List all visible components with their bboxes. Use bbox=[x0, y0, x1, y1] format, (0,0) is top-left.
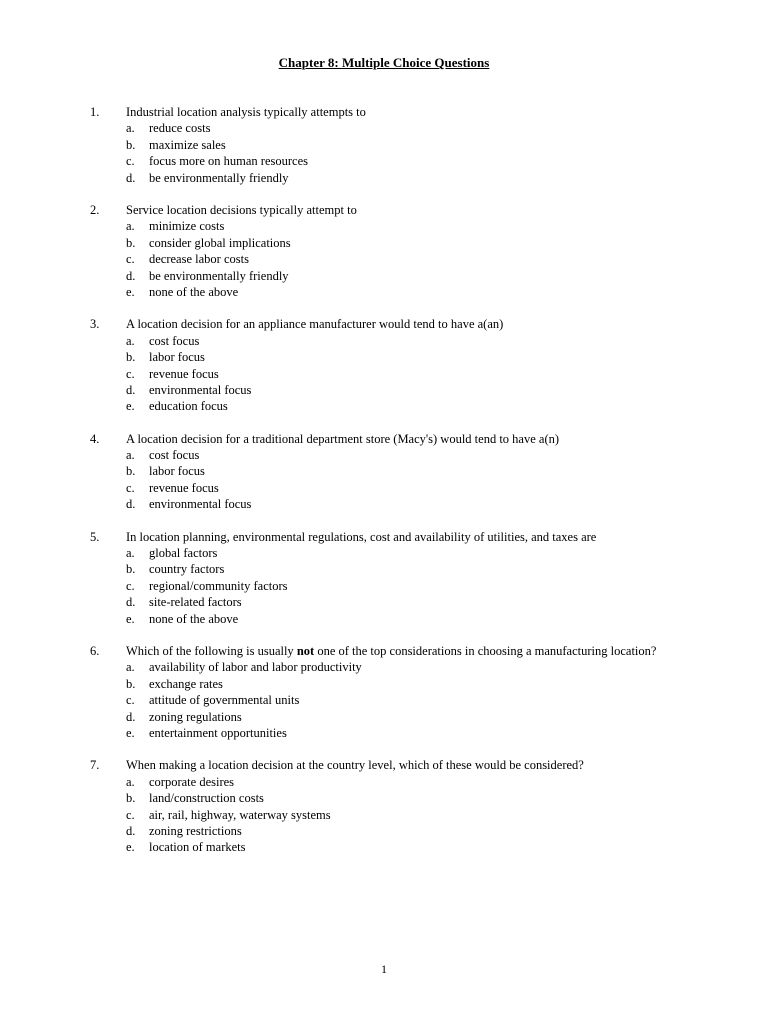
option-letter: c. bbox=[126, 578, 135, 593]
option-text: air, rail, highway, waterway systems bbox=[149, 807, 331, 822]
option-letter: c. bbox=[126, 480, 135, 495]
option-letter: e. bbox=[126, 611, 135, 626]
option-letter: e. bbox=[126, 840, 135, 855]
option-letter: d. bbox=[126, 497, 136, 512]
option-list bbox=[0, 545, 768, 627]
question-stem bbox=[126, 431, 686, 447]
question-item bbox=[0, 529, 768, 627]
option-item bbox=[0, 594, 768, 610]
option-text: reduce costs bbox=[149, 121, 211, 136]
option-text: cost focus bbox=[149, 448, 200, 463]
option-letter: e. bbox=[126, 284, 135, 299]
question-number: 6. bbox=[90, 644, 100, 659]
option-letter: b. bbox=[126, 235, 136, 250]
option-item bbox=[0, 709, 768, 725]
option-item bbox=[0, 284, 768, 300]
question-stem-text: A location decision for a traditional department store (Macy's) would tend to have a(n) bbox=[126, 431, 560, 446]
option-letter: d. bbox=[126, 823, 136, 838]
option-letter: a. bbox=[126, 660, 135, 675]
option-item bbox=[0, 545, 768, 561]
question-number: 2. bbox=[90, 202, 100, 217]
option-text: labor focus bbox=[149, 464, 205, 479]
option-item bbox=[0, 725, 768, 741]
option-letter: e. bbox=[126, 725, 135, 740]
option-list bbox=[0, 120, 768, 186]
option-list bbox=[0, 333, 768, 415]
option-letter: d. bbox=[126, 595, 136, 610]
question-stem bbox=[126, 202, 686, 218]
option-item bbox=[0, 496, 768, 512]
option-item bbox=[0, 333, 768, 349]
option-letter: b. bbox=[126, 137, 136, 152]
question-stem bbox=[126, 643, 686, 659]
question-stem bbox=[126, 316, 686, 332]
option-text: revenue focus bbox=[149, 480, 219, 495]
option-text: be environmentally friendly bbox=[149, 170, 289, 185]
option-text: land/construction costs bbox=[149, 791, 264, 806]
question-stem-text: In location planning, environmental regulations, cost and availability of utilities, and taxes are bbox=[126, 529, 597, 544]
option-letter: c. bbox=[126, 154, 135, 169]
option-item bbox=[0, 774, 768, 790]
option-text: none of the above bbox=[149, 611, 239, 626]
option-item bbox=[0, 251, 768, 267]
option-item bbox=[0, 235, 768, 251]
option-item bbox=[0, 578, 768, 594]
question-item bbox=[0, 643, 768, 741]
option-text: zoning restrictions bbox=[149, 823, 242, 838]
question-stem-text: Service location decisions typically attempt to bbox=[126, 202, 357, 217]
option-letter: b. bbox=[126, 676, 136, 691]
option-letter: c. bbox=[126, 693, 135, 708]
question-number: 5. bbox=[90, 529, 100, 544]
question-stem-text: A location decision for an appliance manufacturer would tend to have a(an) bbox=[126, 317, 504, 332]
option-text: education focus bbox=[149, 399, 228, 414]
option-text: maximize sales bbox=[149, 137, 226, 152]
option-item bbox=[0, 790, 768, 806]
question-number: 1. bbox=[90, 105, 100, 119]
option-item bbox=[0, 480, 768, 496]
option-list bbox=[0, 447, 768, 513]
option-letter: d. bbox=[126, 268, 136, 283]
page-title: Chapter 8: Multiple Choice Questions bbox=[278, 55, 490, 70]
option-item bbox=[0, 398, 768, 414]
option-item bbox=[0, 447, 768, 463]
question-item bbox=[0, 431, 768, 513]
option-item bbox=[0, 692, 768, 708]
question-item bbox=[0, 202, 768, 300]
option-item bbox=[0, 218, 768, 234]
question-stem-text: one of the top considerations in choosing a manufacturing location? bbox=[314, 644, 657, 659]
option-text: global factors bbox=[149, 546, 218, 561]
question-number: 3. bbox=[90, 317, 100, 332]
option-item bbox=[0, 382, 768, 398]
option-item bbox=[0, 366, 768, 382]
option-text: corporate desires bbox=[149, 774, 235, 789]
option-letter: a. bbox=[126, 333, 135, 348]
option-letter: b. bbox=[126, 350, 136, 365]
option-item bbox=[0, 839, 768, 855]
option-item bbox=[0, 463, 768, 479]
option-item bbox=[0, 611, 768, 627]
option-item bbox=[0, 807, 768, 823]
question-stem bbox=[126, 104, 686, 120]
question-item bbox=[0, 757, 768, 855]
option-item bbox=[0, 676, 768, 692]
option-text: location of markets bbox=[149, 840, 246, 855]
question-item bbox=[0, 316, 768, 414]
option-letter: b. bbox=[126, 464, 136, 479]
option-item bbox=[0, 823, 768, 839]
question-number: 4. bbox=[90, 431, 100, 446]
option-item bbox=[0, 659, 768, 675]
option-text: country factors bbox=[149, 562, 225, 577]
option-text: entertainment opportunities bbox=[149, 725, 287, 740]
option-letter: c. bbox=[126, 252, 135, 267]
question-stem bbox=[126, 757, 686, 773]
question-item bbox=[0, 104, 768, 186]
option-list bbox=[0, 218, 768, 300]
option-letter: d. bbox=[126, 170, 136, 185]
question-number: 7. bbox=[90, 758, 100, 773]
option-list bbox=[0, 774, 768, 856]
option-text: regional/community factors bbox=[149, 578, 288, 593]
option-text: availability of labor and labor productivity bbox=[149, 660, 362, 675]
option-text: minimize costs bbox=[149, 219, 225, 234]
option-letter: a. bbox=[126, 546, 135, 561]
option-letter: b. bbox=[126, 791, 136, 806]
option-text: decrease labor costs bbox=[149, 252, 249, 267]
option-letter: c. bbox=[126, 366, 135, 381]
question-stem-text: Which of the following is usually bbox=[126, 644, 297, 659]
option-item bbox=[0, 170, 768, 186]
option-text: none of the above bbox=[149, 284, 239, 299]
option-text: consider global implications bbox=[149, 235, 291, 250]
option-item bbox=[0, 268, 768, 284]
question-stem-emphasis: not bbox=[296, 644, 315, 659]
option-list bbox=[0, 659, 768, 741]
option-text: revenue focus bbox=[149, 366, 219, 381]
option-text: site-related factors bbox=[149, 595, 242, 610]
question-stem-text: Industrial location analysis typically attempts to bbox=[126, 105, 366, 119]
option-letter: a. bbox=[126, 121, 135, 136]
page-number: 1 bbox=[381, 962, 387, 976]
option-letter: a. bbox=[126, 774, 135, 789]
question-list bbox=[0, 104, 768, 872]
option-letter: c. bbox=[126, 807, 135, 822]
option-letter: a. bbox=[126, 448, 135, 463]
option-text: attitude of governmental units bbox=[149, 693, 300, 708]
option-text: cost focus bbox=[149, 333, 200, 348]
option-letter: d. bbox=[126, 382, 136, 397]
option-item bbox=[0, 349, 768, 365]
question-stem bbox=[126, 529, 686, 545]
option-text: focus more on human resources bbox=[149, 154, 308, 169]
option-letter: e. bbox=[126, 399, 135, 414]
option-text: exchange rates bbox=[149, 676, 223, 691]
option-letter: b. bbox=[126, 562, 136, 577]
option-item bbox=[0, 120, 768, 136]
option-text: environmental focus bbox=[149, 382, 252, 397]
option-letter: a. bbox=[126, 219, 135, 234]
option-item bbox=[0, 561, 768, 577]
option-text: zoning regulations bbox=[149, 709, 242, 724]
question-stem-text: When making a location decision at the country level, which of these would be considered? bbox=[126, 758, 584, 773]
option-letter: d. bbox=[126, 709, 136, 724]
option-item bbox=[0, 153, 768, 169]
option-item bbox=[0, 137, 768, 153]
option-text: environmental focus bbox=[149, 497, 252, 512]
option-text: labor focus bbox=[149, 350, 205, 365]
option-text: be environmentally friendly bbox=[149, 268, 289, 283]
